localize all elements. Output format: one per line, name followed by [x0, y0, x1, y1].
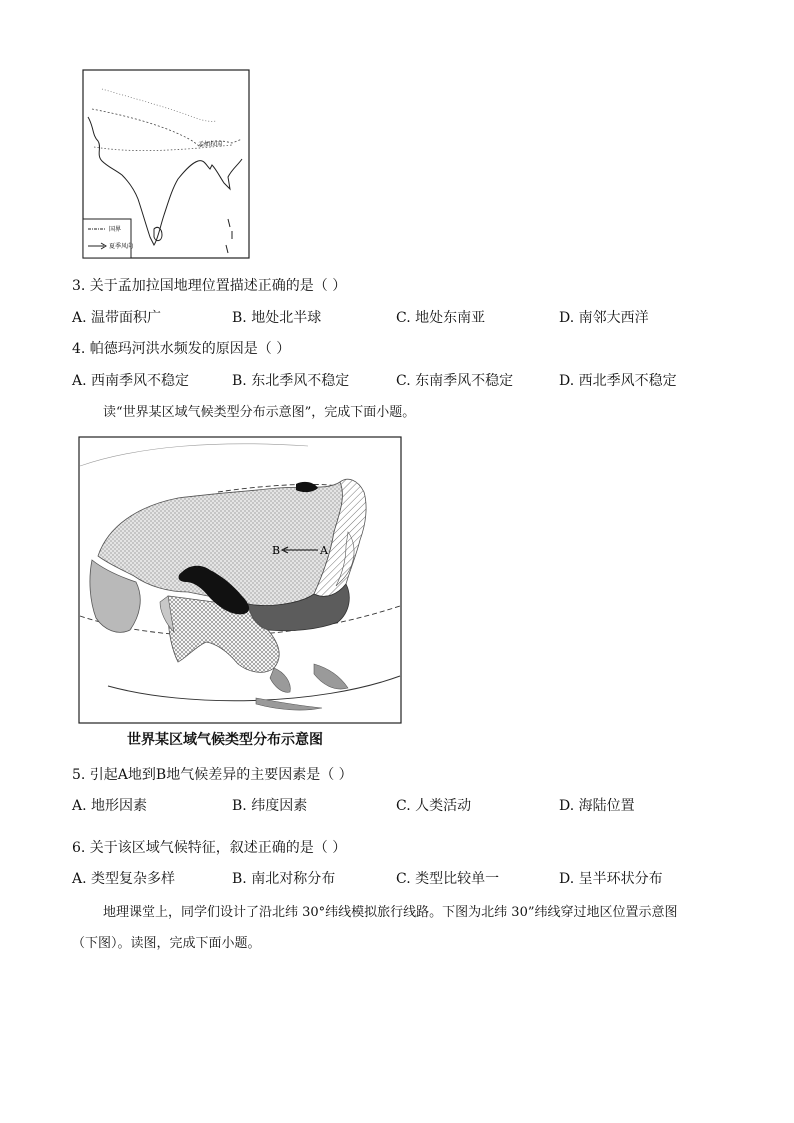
question-3-option-c[interactable]: C. 地处东南亚	[396, 310, 486, 326]
question-5-stem: 5. 引起A地到B地气候差异的主要因素是（ ）	[72, 767, 353, 783]
question-5-option-a[interactable]: A. 地形因素	[72, 798, 148, 814]
question-3-option-d[interactable]: D. 南邻大西洋	[559, 310, 649, 326]
question-3-stem: 3. 关于孟加拉国地理位置描述正确的是（ ）	[72, 278, 347, 294]
asia-climate-map-drawing	[78, 436, 402, 724]
south-asia-map-drawing	[82, 69, 250, 259]
question-6-option-b[interactable]: B. 南北对称分布	[232, 871, 336, 887]
asia-climate-map	[78, 436, 402, 724]
question-4-option-c[interactable]: C. 东南季风不稳定	[396, 373, 514, 389]
instruction-latitude-line2: （下图）。读图，完成下面小题。	[72, 936, 261, 951]
map-label-b: B	[272, 544, 281, 557]
question-6-stem: 6. 关于该区域气候特征，叙述正确的是（ ）	[72, 840, 347, 856]
climate-map-caption: 世界某区域气候类型分布示意图	[127, 732, 323, 748]
question-3-option-b[interactable]: B. 地处北半球	[232, 310, 322, 326]
south-asia-map	[82, 69, 250, 259]
question-4-stem: 4. 帕德玛河洪水频发的原因是（ ）	[72, 341, 291, 357]
question-5-option-b[interactable]: B. 纬度因素	[232, 798, 308, 814]
question-6-option-c[interactable]: C. 类型比较单一	[396, 871, 500, 887]
question-4-option-a[interactable]: A. 西南季风不稳定	[72, 373, 190, 389]
bangladesh-label: 孟加拉国	[198, 141, 223, 148]
question-5-option-d[interactable]: D. 海陆位置	[559, 798, 635, 814]
question-6-option-a[interactable]: A. 类型复杂多样	[72, 871, 176, 887]
question-3-option-a[interactable]: A. 温带面积广	[72, 310, 162, 326]
question-4-option-d[interactable]: D. 西北季风不稳定	[559, 373, 677, 389]
question-5-option-c[interactable]: C. 人类活动	[396, 798, 472, 814]
legend-monsoon-label: 夏季风向	[109, 243, 134, 250]
map-label-a: A	[320, 544, 328, 557]
instruction-climate-map: 读“世界某区域气候类型分布示意图”，完成下面小题。	[103, 405, 416, 420]
legend-border-label: 国界	[109, 226, 122, 233]
question-6-option-d[interactable]: D. 呈半环状分布	[559, 871, 663, 887]
question-4-option-b[interactable]: B. 东北季风不稳定	[232, 373, 350, 389]
instruction-latitude-line1: 地理课堂上，同学们设计了沿北纬 30°纬线模拟旅行线路。下图为北纬 30”纬线穿过地区位置示意图	[103, 905, 678, 920]
